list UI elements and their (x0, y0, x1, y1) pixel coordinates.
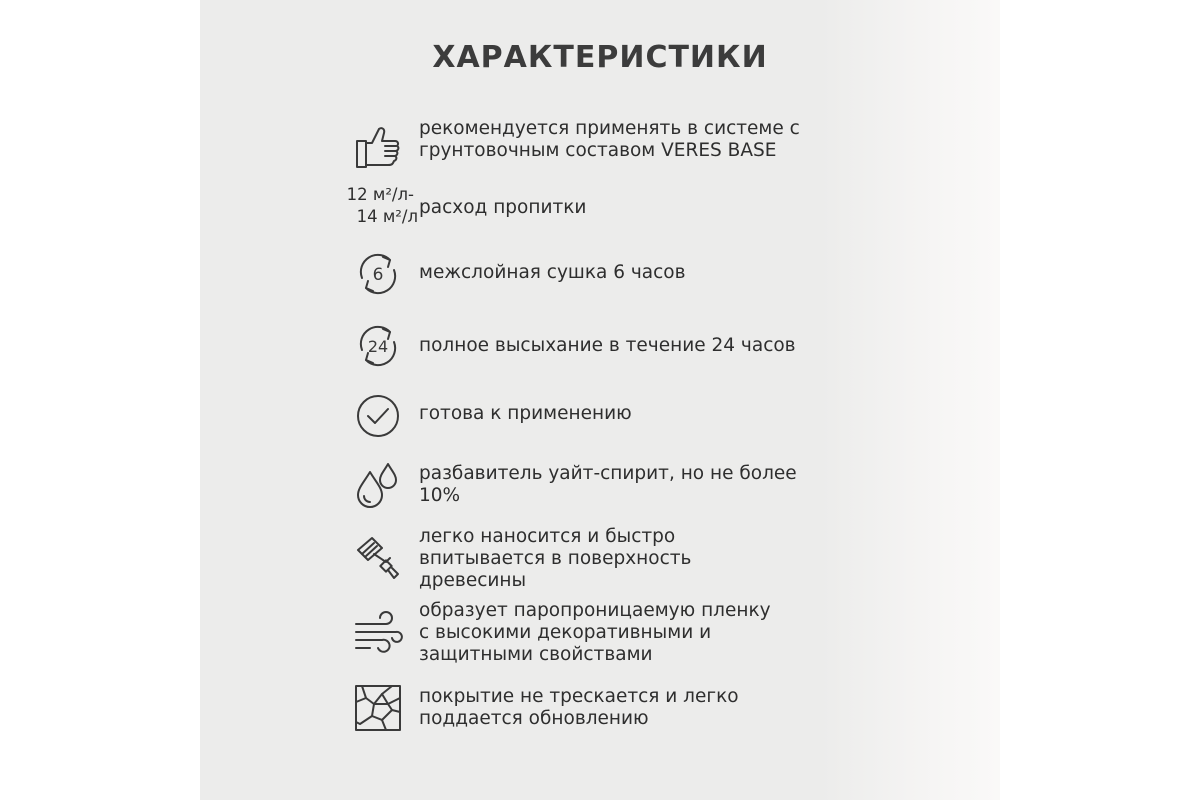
coverage-rate-label (334, 184, 418, 228)
cracked-surface-icon (352, 682, 404, 734)
item-text: покрытие не трескается и легко поддается обновлению (419, 686, 739, 729)
cycle-24-icon (352, 320, 404, 372)
page-title: ХАРАКТЕРИСТИКИ (432, 40, 768, 75)
cycle-6-label: 6 (372, 265, 384, 285)
brush-roller-icon (352, 532, 404, 584)
item-text: разбавитель уайт-спирит, но не более 10% (419, 463, 797, 506)
item-text: межслойная сушка 6 часов (419, 262, 686, 283)
item-text: рекомендуется применять в системе с грунтовочным составом VERES BASE (419, 118, 800, 161)
wind-icon (352, 608, 404, 660)
check-circle-icon (352, 390, 404, 442)
item-text: полное высыхание в течение 24 часов (419, 335, 796, 356)
coverage-rate-line2: 14 м²/л (356, 207, 418, 226)
characteristics-card (200, 0, 1000, 800)
thumbs-up-icon (352, 121, 404, 173)
item-text: расход пропитки (419, 197, 587, 218)
cycle-6-icon (352, 248, 404, 300)
cycle-24-label: 24 (367, 337, 389, 356)
item-text: легко наносится и быстро впитывается в поверхность древесины (419, 526, 692, 591)
drops-icon (352, 458, 404, 510)
coverage-rate-line1: 12 м²/л- (346, 185, 414, 204)
item-text: образует паропроницаемую пленку с высокими декоративными и защитными свойствами (419, 600, 771, 665)
item-text: готова к применению (419, 403, 632, 424)
